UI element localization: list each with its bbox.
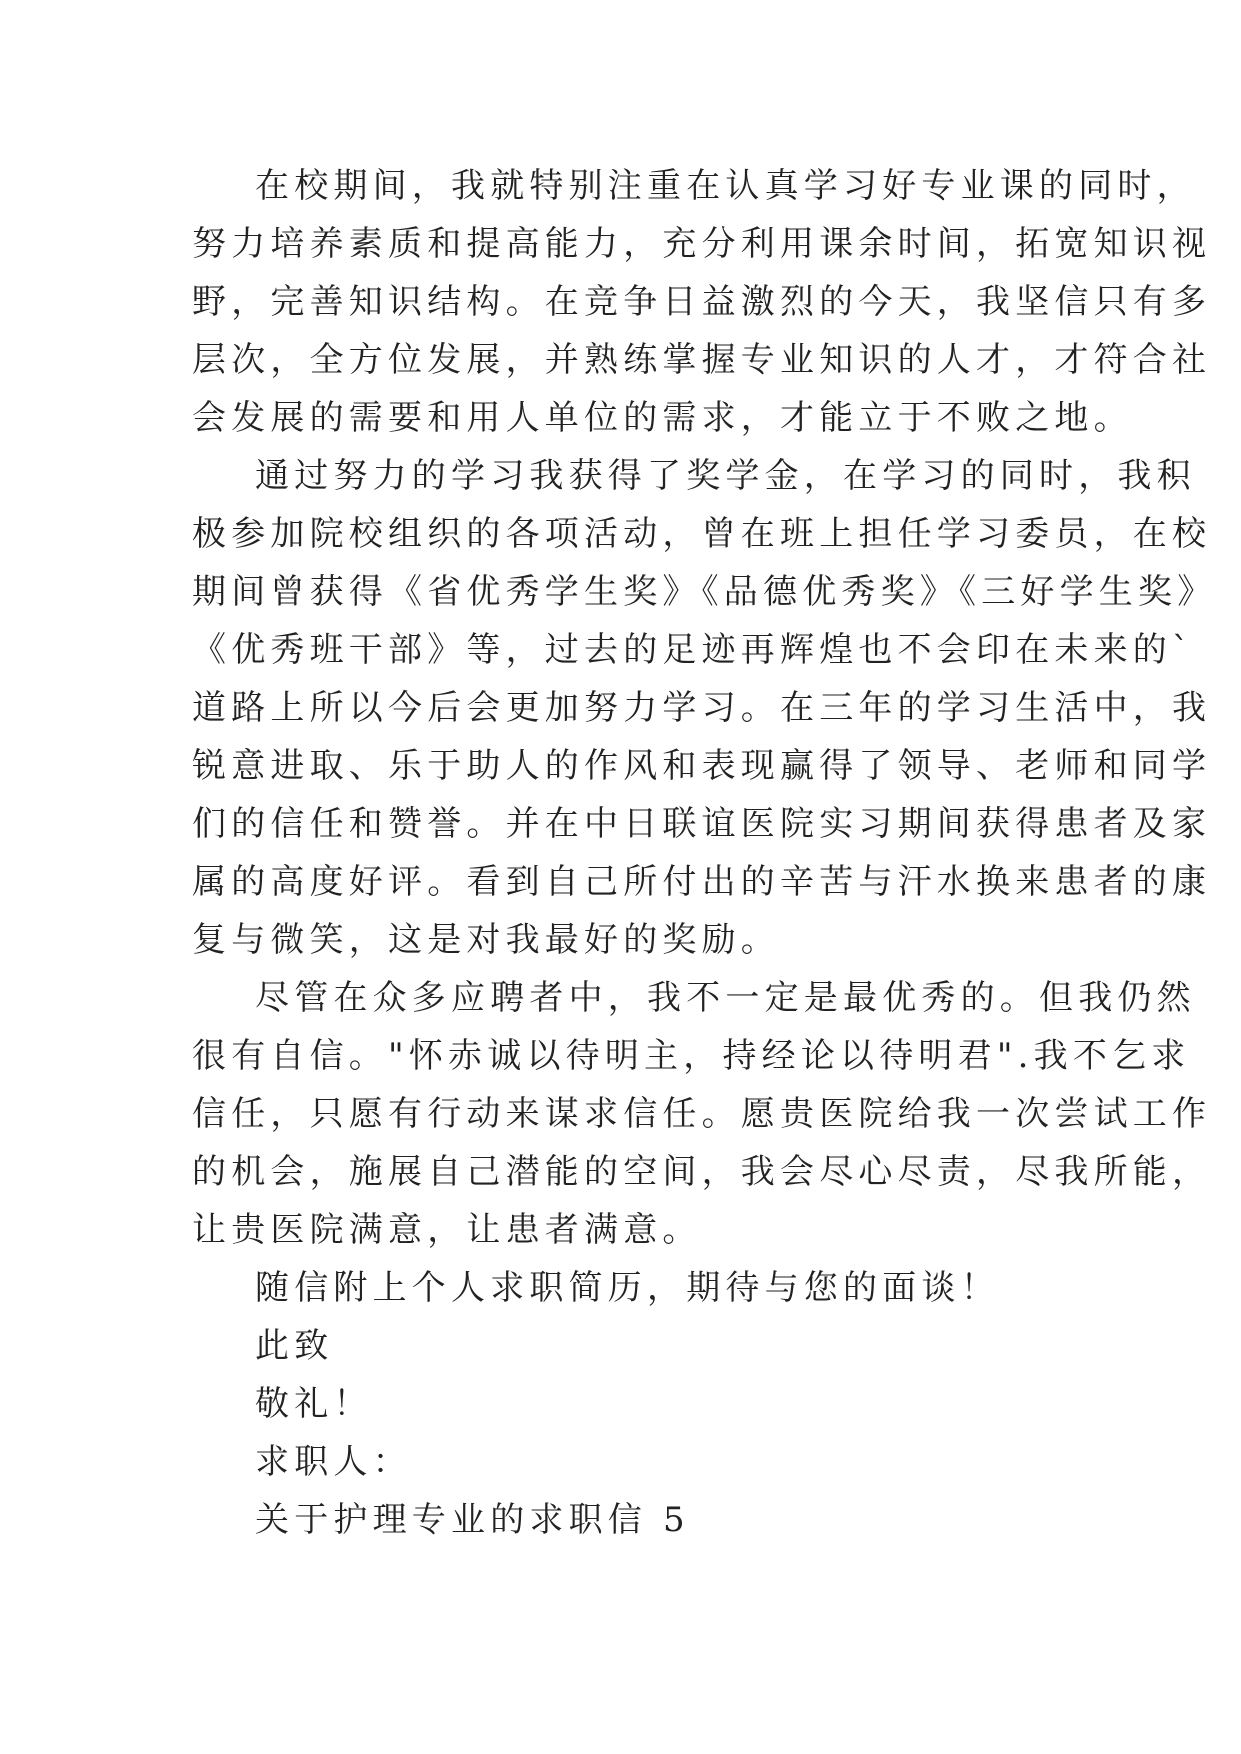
- text-line: 的机会，施展自己潜能的空间，我会尽心尽责，尽我所能，: [192, 1152, 1212, 1192]
- text-line: 野，完善知识结构。在竞争日益激烈的今天，我坚信只有多: [192, 282, 1212, 322]
- text-line: 们的信任和赞誉。并在中日联谊医院实习期间获得患者及家: [192, 804, 1212, 844]
- text-line: 信任，只愿有行动来谋求信任。愿贵医院给我一次尝试工作: [192, 1094, 1212, 1134]
- text-line: 通过努力的学习我获得了奖学金，在学习的同时，我积: [255, 456, 1196, 496]
- text-line: 极参加院校组织的各项活动，曾在班上担任学习委员，在校: [192, 514, 1212, 554]
- text-line: 努力培养素质和提高能力，充分利用课余时间，拓宽知识视: [192, 224, 1212, 264]
- text-line: 期间曾获得《省优秀学生奖》《品德优秀奖》《三好学生奖》: [192, 572, 1217, 612]
- text-line: 很有自信。"怀赤诚以待明主，持经论以待明君".我不乞求: [192, 1036, 1191, 1076]
- text-line: 《优秀班干部》等，过去的足迹再辉煌也不会印在未来的`: [192, 630, 1195, 670]
- text-line: 尽管在众多应聘者中，我不一定是最优秀的。但我仍然: [255, 978, 1196, 1018]
- closing-salutation: 此致: [255, 1326, 334, 1366]
- applicant-label: 求职人：: [255, 1442, 412, 1482]
- text-line: 锐意进取、乐于助人的作风和表现赢得了领导、老师和同学: [192, 746, 1212, 786]
- text-line: 让贵医院满意，让患者满意。: [192, 1210, 702, 1250]
- text-line: 层次，全方位发展，并熟练掌握专业知识的人才，才符合社: [192, 340, 1212, 380]
- closing-regards: 敬礼！: [255, 1384, 373, 1424]
- text-line: 属的高度好评。看到自己所付出的辛苦与汗水换来患者的康: [192, 862, 1212, 902]
- text-line: 复与微笑，这是对我最好的奖励。: [192, 920, 780, 960]
- text-line: 道路上所以今后会更加努力学习。在三年的学习生活中，我: [192, 688, 1212, 728]
- text-line: 在校期间，我就特别注重在认真学习好专业课的同时，: [255, 166, 1196, 206]
- closing-attachment-note: 随信附上个人求职简历，期待与您的面谈！: [255, 1268, 1000, 1308]
- text-line: 会发展的需要和用人单位的需求，才能立于不败之地。: [192, 398, 1133, 438]
- section-heading: 关于护理专业的求职信 5: [255, 1500, 690, 1540]
